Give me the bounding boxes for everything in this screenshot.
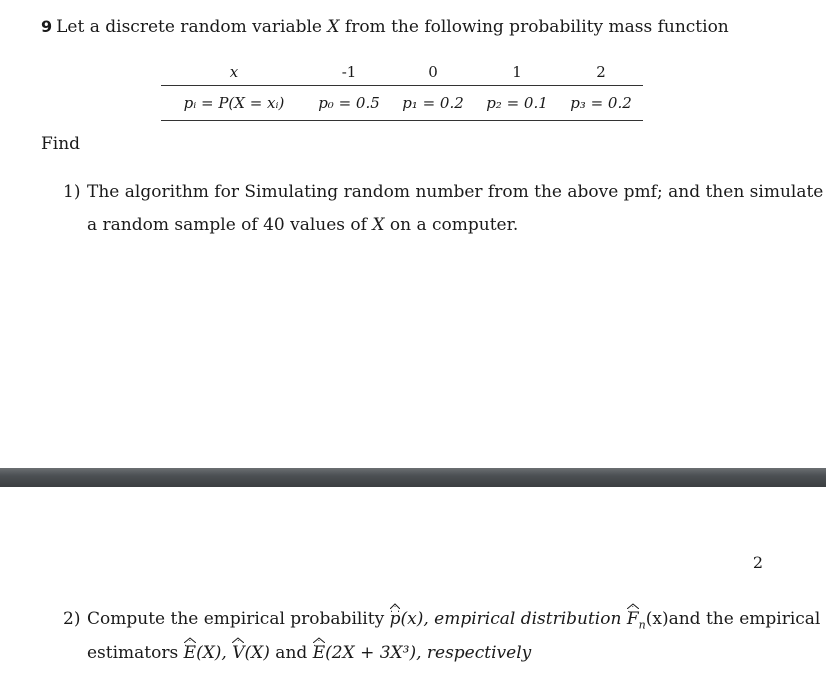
- v-hat-argument: (X): [244, 643, 270, 663]
- question-2-and: and: [269, 643, 313, 663]
- f-hat-subscript: n: [638, 618, 646, 632]
- find-label: Find: [41, 134, 81, 154]
- question-2-text-a: Compute the empirical probability: [87, 609, 390, 629]
- question-2-line-2: [87, 643, 531, 663]
- question-1-var: X: [372, 215, 385, 235]
- pmf-prob: p₂ = 0.1: [475, 86, 559, 121]
- question-2-text-c: (x)and the empirical: [645, 609, 821, 629]
- pmf-table: [161, 58, 643, 121]
- question-1-text-a: a random sample of 40 values of: [87, 215, 373, 235]
- question-2-line2-text-a: estimators: [87, 643, 184, 663]
- e-hat-argument-2: (2X + 3X³), respectively: [325, 643, 532, 663]
- question-2-text-b: (x), empirical distribution: [400, 609, 627, 629]
- e-hat-symbol: E: [184, 643, 196, 663]
- question-2: [63, 609, 821, 663]
- question-1-number: 1): [63, 182, 81, 202]
- problem-text-b: from the following probability mass function: [339, 17, 729, 37]
- pmf-prob: p₃ = 0.2: [559, 86, 643, 121]
- v-hat-symbol: V: [232, 643, 244, 663]
- pmf-header-label: x: [161, 58, 307, 86]
- e-hat-symbol-2: E: [313, 643, 325, 663]
- e-hat-argument: (X),: [196, 643, 233, 663]
- question-1-text-b: on a computer.: [384, 215, 519, 235]
- page-bottom: [0, 487, 826, 698]
- pmf-prob-row: [161, 86, 643, 121]
- p-hat-symbol: p: [390, 609, 401, 629]
- pmf-prob: p₀ = 0.5: [307, 86, 391, 121]
- pmf-value: 2: [559, 58, 643, 86]
- question-1: [63, 182, 824, 235]
- problem-statement: [41, 17, 729, 37]
- page-number: 2: [752, 553, 763, 572]
- pmf-value: 1: [475, 58, 559, 86]
- problem-number: 9: [41, 17, 53, 36]
- problem-var: X: [327, 17, 340, 37]
- pmf-prob-label: pᵢ = P(X = xᵢ): [161, 86, 307, 121]
- question-1-line-2: [87, 215, 518, 235]
- question-1-line-1: The algorithm for Simulating random number from the above pmf; and then simulate: [87, 182, 824, 202]
- page-separator-bar: [0, 468, 826, 487]
- pmf-prob: p₁ = 0.2: [391, 86, 475, 121]
- pmf-value: -1: [307, 58, 391, 86]
- pmf-header-row: [161, 58, 643, 86]
- pmf-value: 0: [391, 58, 475, 86]
- question-2-number: 2): [63, 609, 81, 629]
- f-hat-symbol: F: [627, 609, 639, 629]
- problem-text-a: Let a discrete random variable: [56, 17, 328, 37]
